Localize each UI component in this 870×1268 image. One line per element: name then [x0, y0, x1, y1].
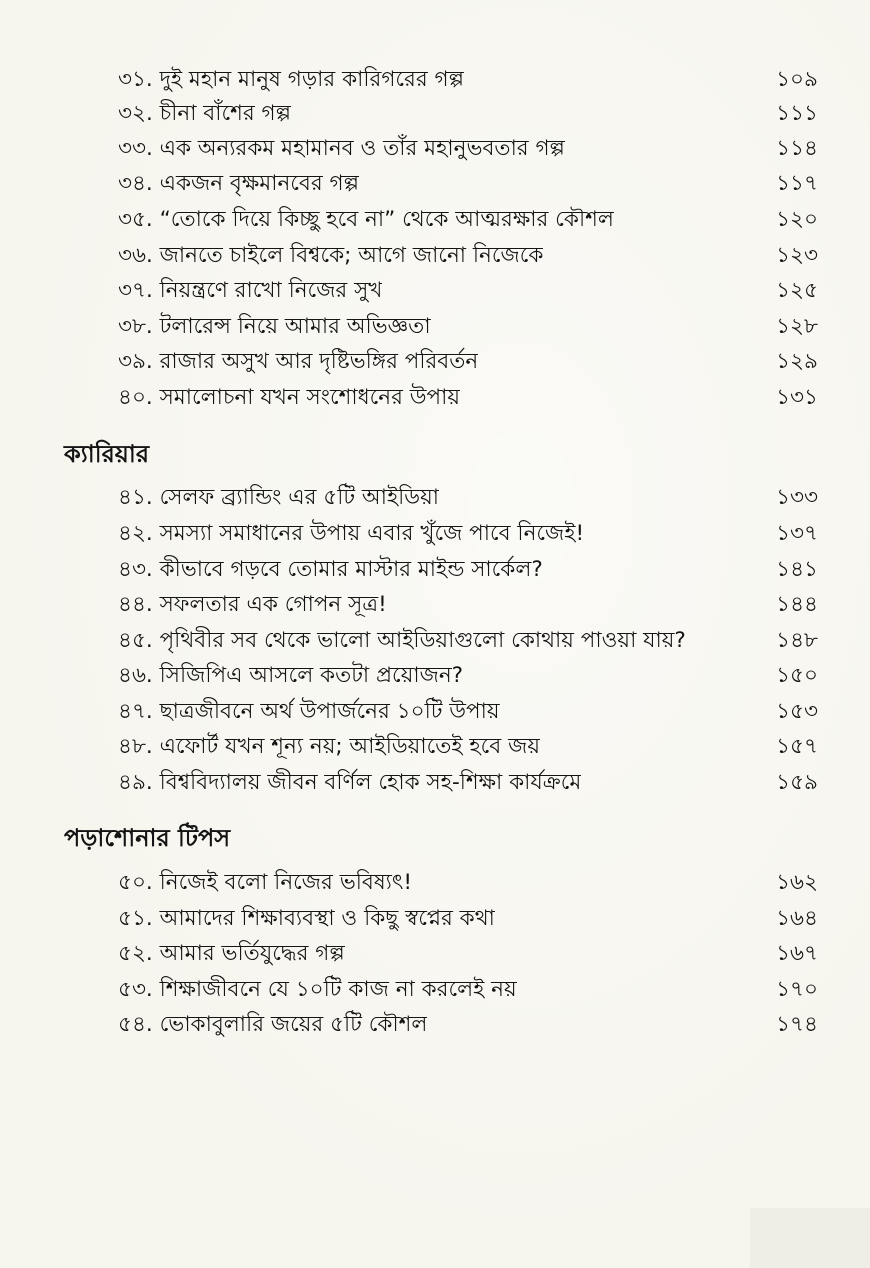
toc-entry	[118, 588, 818, 622]
toc-entry-title: ৪৪. সফলতার এক গোপন সূত্র!	[118, 592, 387, 617]
toc-entry	[118, 517, 818, 551]
toc-entry	[118, 203, 818, 237]
toc-entry-title: ৪১. সেলফ ব্র্যান্ডিং এর ৫টি আইডিয়া	[118, 485, 440, 510]
toc-entry	[118, 310, 818, 344]
toc-entry-title: ৪৩. কীভাবে গড়বে তোমার মাস্টার মাইন্ড সার্কেল?	[118, 557, 543, 582]
toc-entry-title: ৩৯. রাজার অসুখ আর দৃষ্টিভঙ্গির পরিবর্তন	[118, 349, 479, 374]
toc-entry-title: ৩১. দুই মহান মানুষ গড়ার কারিগরের গল্প	[118, 67, 464, 92]
toc-entry-title: ৩৫. “তোকে দিয়ে কিচ্ছু হবে না” থেকে আত্মরক্ষার কৌশল	[118, 207, 614, 232]
toc-entry	[118, 659, 818, 693]
toc-entry-page: ১৬৭	[776, 941, 818, 966]
toc-entry-page: ১৪৪	[776, 592, 818, 617]
toc-entry-page: ১১১	[776, 101, 818, 126]
toc-entry-title: ৫৩. শিক্ষাজীবনে যে ১০টি কাজ না করলেই নয়	[118, 977, 517, 1002]
toc-entry-page: ১২৩	[776, 243, 818, 268]
toc-entry-title: ৩৭. নিয়ন্ত্রণে রাখো নিজের সুখ	[118, 278, 383, 303]
toc-entry-page: ১৩৭	[776, 521, 818, 546]
toc-entry-page: ১৩১	[776, 385, 818, 410]
toc-entry-page: ১০৯	[776, 67, 818, 92]
paper-shading	[750, 1208, 870, 1268]
toc-entry-page: ১৫৭	[776, 734, 818, 759]
toc-entry-title: ৩২. চীনা বাঁশের গল্প	[118, 101, 291, 126]
toc-entry	[118, 937, 818, 971]
toc-entry-title: ৪০. সমালোচনা যখন সংশোধনের উপায়	[118, 385, 461, 410]
toc-entry-page: ১৭০	[776, 977, 818, 1002]
toc-entry-page: ১৫৯	[776, 770, 818, 795]
toc-entry-page: ১৫৩	[776, 699, 818, 724]
toc-entry	[118, 695, 818, 729]
toc-entry-page: ১২৮	[776, 314, 818, 339]
toc-entry-title: ৪৯. বিশ্ববিদ্যালয় জীবন বর্ণিল হোক সহ-শিক্ষা কার্যক্রমে	[118, 770, 582, 795]
toc-entry-title: ৫৪. ভোকাবুলারি জয়ের ৫টি কৌশল	[118, 1012, 428, 1037]
section-heading: ক্যারিয়ার	[64, 440, 150, 468]
toc-entry	[118, 345, 818, 379]
toc-entry-page: ১১৭	[776, 171, 818, 196]
toc-entry	[118, 1008, 818, 1042]
toc-entry-page: ১৪১	[776, 557, 818, 582]
toc-entry-page: ১২০	[776, 207, 818, 232]
toc-entry-title: ৪৮. এফোর্ট যখন শূন্য নয়; আইডিয়াতেই হবে জয়	[118, 734, 540, 759]
toc-entry	[118, 481, 818, 515]
toc-entry-title: ৪৫. পৃথিবীর সব থেকে ভালো আইডিয়াগুলো কোথায় পাওয়া যায়?	[118, 628, 686, 653]
toc-entry	[118, 902, 818, 936]
toc-entry-title: ৪৭. ছাত্রজীবনে অর্থ উপার্জনের ১০টি উপায়	[118, 699, 500, 724]
toc-entry	[118, 973, 818, 1007]
toc-entry-title: ৪২. সমস্যা সমাধানের উপায় এবার খুঁজে পাবে নিজেই!	[118, 521, 585, 546]
toc-entry-title: ৩৮. টলারেন্স নিয়ে আমার অভিজ্ঞতা	[118, 314, 431, 339]
toc-entry	[118, 132, 818, 166]
toc-entry-page: ১২৫	[776, 278, 818, 303]
toc-entry-page: ১৭৪	[776, 1012, 818, 1037]
section-heading: পড়াশোনার টিপস	[64, 824, 231, 852]
toc-entry-page: ১৩৩	[776, 485, 818, 510]
toc-entry	[118, 167, 818, 201]
toc-entry-title: ৩৪. একজন বৃক্ষমানবের গল্প	[118, 171, 359, 196]
toc-entry	[118, 730, 818, 764]
toc-entry	[118, 381, 818, 415]
toc-entry	[118, 63, 818, 97]
toc-entry	[118, 766, 818, 800]
toc-entry-page: ১১৪	[776, 136, 818, 161]
toc-entry-title: ৫১. আমাদের শিক্ষাব্যবস্থা ও কিছু স্বপ্নের কথা	[118, 906, 495, 931]
toc-entry-page: ১৪৮	[776, 628, 818, 653]
toc-entry-title: ৫২. আমার ভর্তিযুদ্ধের গল্প	[118, 941, 345, 966]
toc-entry-title: ৪৬. সিজিপিএ আসলে কতটা প্রয়োজন?	[118, 663, 464, 688]
toc-entry	[118, 553, 818, 587]
toc-entry-title: ৩৬. জানতে চাইলে বিশ্বকে; আগে জানো নিজেকে	[118, 243, 544, 268]
toc-entry	[118, 866, 818, 900]
toc-entry	[118, 239, 818, 273]
toc-entry	[118, 274, 818, 308]
toc-entry-page: ১৬২	[776, 870, 818, 895]
toc-entry-page: ১২৯	[776, 349, 818, 374]
toc-entry-page: ১৫০	[776, 663, 818, 688]
toc-entry	[118, 97, 818, 131]
toc-entry-title: ৩৩. এক অন্যরকম মহামানব ও তাঁর মহানুভবতার গল্প	[118, 136, 565, 161]
toc-entry	[118, 624, 818, 658]
toc-entry-page: ১৬৪	[776, 906, 818, 931]
toc-entry-title: ৫০. নিজেই বলো নিজের ভবিষ্যৎ!	[118, 870, 413, 895]
